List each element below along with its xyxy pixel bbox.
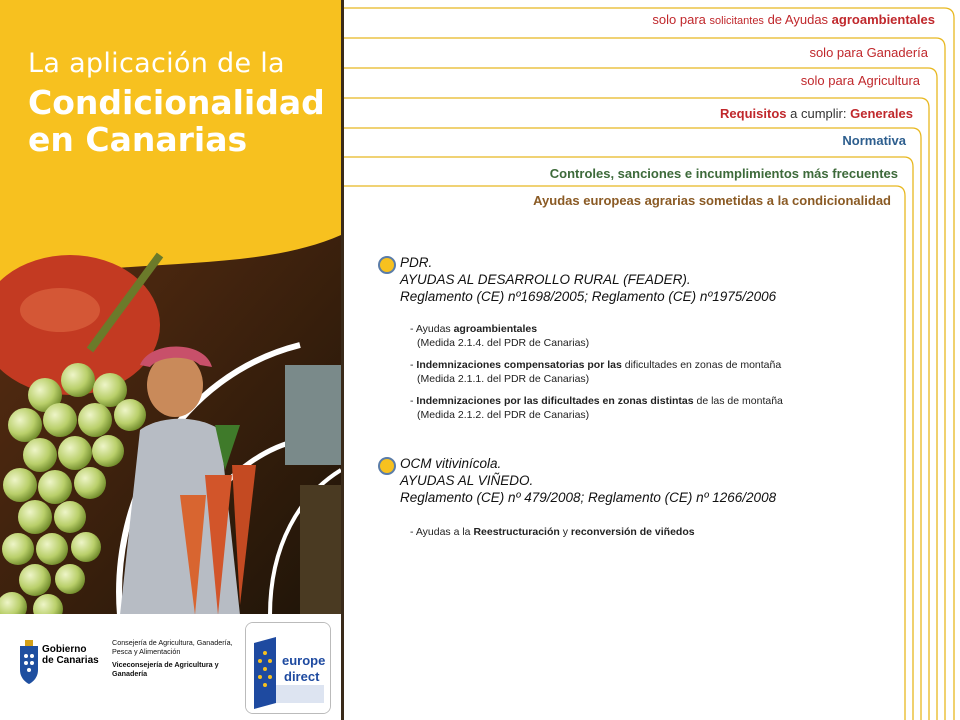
europe-direct-icon (246, 623, 330, 713)
tab-normativa-label: Normativa (842, 133, 906, 148)
ocm-heading (400, 455, 776, 506)
pdr-heading (400, 254, 776, 305)
farming-photo-collage (0, 215, 341, 615)
list-item (410, 525, 695, 539)
item-note: (Medida 2.1.2. del PDR de Canarias) (417, 409, 590, 421)
item-bold: agroambientales (453, 323, 538, 335)
tab-agro-part1: solo para (652, 12, 706, 27)
item-text: de las de montaña (696, 395, 783, 407)
item-bold: Reestructuración (473, 526, 560, 538)
tab-controles-label: Controles, sanciones e incumplimientos más frecuentes (549, 166, 898, 181)
item-prefix: - (410, 359, 414, 371)
logo-strip (0, 614, 341, 720)
list-item (410, 322, 783, 350)
tab-ayudas-label: Ayudas europeas agrarias sometidas a la condicionalidad (533, 193, 891, 208)
gobierno-de-canarias-label: Gobierno de Canarias (42, 644, 99, 666)
item-prefix: - Ayudas (410, 323, 451, 335)
pdr-heading-line3: Reglamento (CE) nº1698/2005; Reglamento (CE) nº1975/2006 (400, 289, 777, 304)
tab-requisitos-part1: Requisitos (720, 106, 787, 121)
tab-ganaderia-part2: Ganadería (866, 45, 928, 60)
tab-ganaderia[interactable] (809, 45, 928, 60)
item-text: dificultades en zonas de montaña (624, 359, 782, 371)
item-bold: Indemnizaciones compensatorias por las (416, 359, 622, 371)
viceconsejeria-name: Viceconsejería de Agricultura y Ganadería (112, 660, 219, 678)
item-bold-2: reconversión de viñedos (570, 526, 695, 538)
tab-requisitos-part3: Generales (850, 106, 913, 121)
item-prefix: - Ayudas a la (410, 526, 471, 538)
pdr-measure-list (410, 322, 783, 430)
tab-agricultura-part1: solo para (800, 73, 855, 88)
ocm-measure-list (410, 525, 695, 547)
title-line-1: La aplicación de la (28, 48, 285, 79)
consejeria-label (112, 638, 237, 678)
tab-agroambientales[interactable] (652, 12, 935, 27)
title-line-3: en Canarias (28, 120, 248, 159)
ocm-heading-line1: OCM vitivinícola. (400, 456, 502, 471)
tab-controles[interactable] (550, 166, 898, 181)
item-text: y (562, 526, 568, 538)
tab-agricultura-part2: Agricultura (857, 73, 920, 88)
consejeria-name: Consejería de Agricultura, Ganadería, Pesca y Alimentación (112, 638, 233, 656)
bullet-dot-icon (378, 256, 396, 274)
item-note: (Medida 2.1.4. del PDR de Canarias) (417, 337, 590, 349)
tab-agro-part2: solicitantes (709, 15, 764, 27)
europe-direct-logo (245, 622, 331, 714)
list-item (410, 358, 783, 386)
ocm-heading-line2: AYUDAS AL VIÑEDO. (400, 473, 534, 488)
banner-title (28, 48, 325, 159)
tab-ayudas-europeas[interactable] (533, 193, 891, 208)
tab-ganaderia-part1: solo para (809, 45, 863, 60)
bullet-dot-icon (378, 457, 396, 475)
tab-agro-part4: agroambientales (831, 12, 935, 27)
item-note: (Medida 2.1.1. del PDR de Canarias) (417, 373, 590, 385)
left-banner-panel (0, 0, 341, 720)
tab-requisitos-part2: a cumplir: (790, 106, 847, 121)
item-prefix: - (410, 395, 414, 407)
svg-text:direct: direct (284, 669, 320, 684)
tab-normativa[interactable] (842, 133, 906, 148)
list-item (410, 394, 783, 422)
item-bold: Indemnizaciones por las dificultades en zonas distintas (416, 395, 694, 407)
tab-agro-part3: de Ayudas (767, 12, 829, 27)
svg-text:europe: europe (282, 653, 326, 668)
pdr-heading-line1: PDR. (400, 255, 433, 270)
ocm-heading-line3: Reglamento (CE) nº 479/2008; Reglamento (CE) nº 1266/2008 (400, 490, 777, 505)
tab-requisitos[interactable] (720, 106, 913, 121)
title-line-2: Condicionalidad (28, 83, 325, 122)
pdr-heading-line2: AYUDAS AL DESARROLLO RURAL (FEADER). (400, 272, 691, 287)
tab-agricultura[interactable] (801, 73, 920, 88)
